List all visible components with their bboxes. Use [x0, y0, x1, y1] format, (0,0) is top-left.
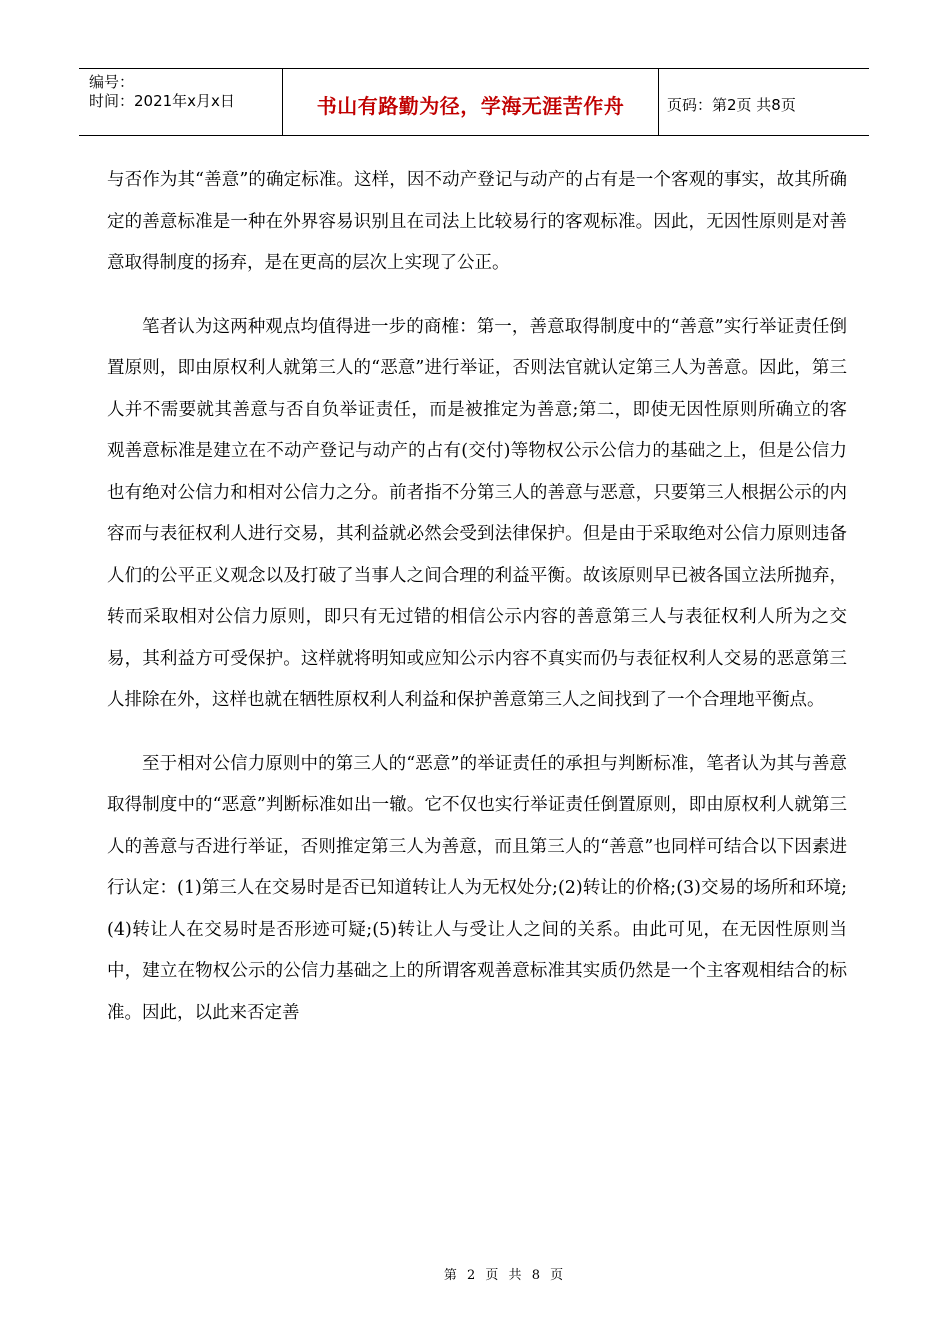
header-meta: [79, 69, 282, 135]
page-footer: 第 2 页 共 8 页: [443, 1268, 567, 1283]
paragraph-gap: [107, 722, 847, 744]
document-body: [107, 160, 847, 1034]
paragraph-gap: [107, 285, 847, 307]
paragraph-3: 至于相对公信力原则中的第三人的“恶意”的举证责任的承担与判断标准，笔者认为其与善意取得制度中的“恶意”判断标准如出一辙。它不仅也实行举证责任倒置原则，即由原权利人就第三人的善意与否进行举证，否则推定第三人为善意，而且第三人的“善意”也同样可结合以下因素进行认定：(1)第三人在交易时是否已知道转让人为无权处分;(2)转让的价格;(3)交易的场所和环境;(4)转让人在交易时是否形迹可疑;(5)转让人与受让人之间的关系。由此可见，在无因性原则当中，建立在物权公示的公信力基础之上的所谓客观善意标准其实质仍然是一个主客观相结合的标准。因此，以此来否定善: [107, 753, 847, 1023]
date-label: 时间：2021年x月x日: [89, 92, 235, 110]
serial-number-label: 编号：: [89, 73, 135, 91]
document-header: [79, 68, 869, 136]
header-page-code: 页码：第2页 共8页: [667, 95, 796, 114]
paragraph-1: 与否作为其“善意”的确定标准。这样，因不动产登记与动产的占有是一个客观的事实，故其所确定的善意标准是一种在外界容易识别且在司法上比较易行的客观标准。因此，无因性原则是对善意取得制度的扬弃，是在更高的层次上实现了公正。: [107, 170, 847, 273]
paragraph-2: 笔者认为这两种观点均值得进一步的商榷：第一，善意取得制度中的“善意”实行举证责任倒置原则，即由原权利人就第三人的“恶意”进行举证，否则法官就认定第三人为善意。因此，第三人并不需要就其善意与否自负举证责任，而是被推定为善意;第二，即使无因性原则所确立的客观善意标准是建立在不动产登记与动产的占有(交付)等物权公示公信力的基础之上，但是公信力也有绝对公信力和相对公信力之分。前者指不分第三人的善意与恶意，只要第三人根据公示的内容而与表征权利人进行交易，其利益就必然会受到法律保护。但是由于采取绝对公信力原则违备人们的公平正义观念以及打破了当事人之间合理的利益平衡。故该原则早已被各国立法所抛弃，转而采取相对公信力原则，即只有无过错的相信公示内容的善意第三人与表征权利人所为之交易，其利益方可受保护。这样就将明知或应知公示内容不真实而仍与表征权利人交易的恶意第三人排除在外，这样也就在牺牲原权利人利益和保护善意第三人之间找到了一个合理地平衡点。: [107, 316, 847, 710]
header-motto: 书山有路勤为径，学海无涯苦作舟: [282, 69, 659, 135]
